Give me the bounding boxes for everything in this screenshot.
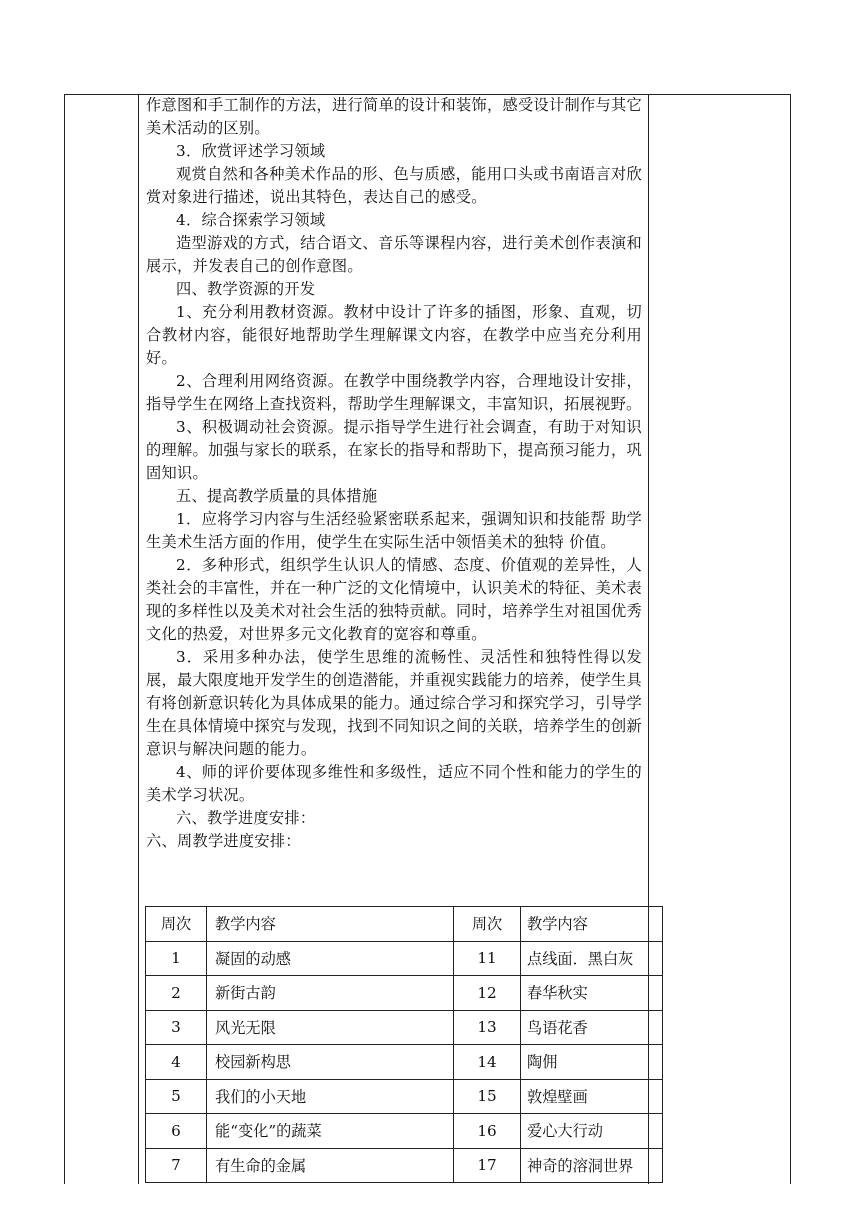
table-row [146, 1045, 663, 1080]
header-content-2: 教学内容 [521, 907, 663, 942]
table-row [146, 1010, 663, 1045]
table-row [146, 976, 663, 1011]
week-number: 1 [146, 941, 207, 976]
lesson-title: 春华秋实 [521, 976, 663, 1011]
weekly-schedule-table [145, 906, 663, 1183]
header-week: 周次 [146, 907, 207, 942]
paragraph: 1．应将学习内容与生活经验紧密联系起来，强调知识和技能帮 助学生美术生活方面的作用，使学生在实际生活中领悟美术的独特 价值。 [146, 510, 642, 551]
table-row [146, 1114, 663, 1149]
section-heading-quality: 五、提高教学质量的具体措施 [176, 487, 378, 505]
table-header-row [146, 907, 663, 942]
week-number: 17 [454, 1148, 521, 1183]
lesson-title: 陶佣 [521, 1045, 663, 1080]
section-heading-weekly-schedule: 六、周教学进度安排： [146, 832, 301, 850]
lesson-title: 敦煌壁画 [521, 1079, 663, 1114]
lesson-title: 校园新构思 [207, 1045, 454, 1080]
table-row [146, 1079, 663, 1114]
paragraph: 3．采用多种办法，使学生思维的流畅性、灵活性和独特性得以发展，最大限度地开发学生的创造潜能，并重视实践能力的培养，使学生具有将创新意识转化为具体成果的能力。通过综合学习和探究学习，引导学生在具体情境中探究与发现，找到不同知识之间的关联，培养学生的创新意识与解决问题的能力。 [146, 648, 642, 758]
header-content: 教学内容 [207, 907, 454, 942]
left-column-divider [138, 94, 139, 1184]
week-number: 12 [454, 976, 521, 1011]
lesson-title: 有生命的金属 [207, 1148, 454, 1183]
paragraph: 观赏自然和各种美术作品的形、色与质感，能用口头或书南语言对欣赏对象进行描述，说出其特色，表达自己的感受。 [146, 165, 642, 206]
lesson-title: 凝固的动感 [207, 941, 454, 976]
paragraph: 2、合理利用网络资源。在教学中围绕教学内容，合理地设计安排，指导学生在网络上查找资料，帮助学生理解课文，丰富知识，拓展视野。 [146, 372, 642, 413]
week-number: 14 [454, 1045, 521, 1080]
lesson-title: 鸟语花香 [521, 1010, 663, 1045]
week-number: 5 [146, 1079, 207, 1114]
table-row [146, 941, 663, 976]
week-number: 11 [454, 941, 521, 976]
week-number: 3 [146, 1010, 207, 1045]
week-number: 4 [146, 1045, 207, 1080]
paragraph: 4、师的评价要体现多维性和多级性，适应不同个性和能力的学生的美术学习状况。 [146, 763, 642, 804]
lesson-title: 爱心大行动 [521, 1114, 663, 1149]
lesson-title: 我们的小天地 [207, 1079, 454, 1114]
section-heading-schedule: 六、教学进度安排： [176, 809, 316, 827]
week-number: 6 [146, 1114, 207, 1149]
lesson-title: 能“变化”的蔬菜 [207, 1114, 454, 1149]
lesson-title: 新街古韵 [207, 976, 454, 1011]
week-number: 15 [454, 1079, 521, 1114]
week-number: 7 [146, 1148, 207, 1183]
paragraph: 3、积极调动社会资源。提示指导学生进行社会调查，有助于对知识的理解。加强与家长的联系，在家长的指导和帮助下，提高预习能力，巩固知识。 [146, 418, 642, 482]
plan-body-text [146, 94, 642, 853]
header-week-2: 周次 [454, 907, 521, 942]
lesson-title: 神奇的溶洞世界 [521, 1148, 663, 1183]
week-number: 13 [454, 1010, 521, 1045]
section-heading-appreciation: 3．欣赏评述学习领域 [176, 142, 326, 160]
paragraph: 作意图和手工制作的方法，进行简单的设计和装饰，感受设计制作与其它美术活动的区别。 [146, 96, 642, 137]
week-number: 2 [146, 976, 207, 1011]
lesson-title: 风光无限 [207, 1010, 454, 1045]
paragraph: 造型游戏的方式，结合语文、音乐等课程内容，进行美术创作表演和展示，并发表自己的创作意图。 [146, 234, 642, 275]
week-number: 16 [454, 1114, 521, 1149]
table-row [146, 1148, 663, 1183]
section-heading-exploration: 4．综合探索学习领域 [176, 211, 326, 229]
section-heading-resources: 四、教学资源的开发 [176, 280, 316, 298]
paragraph: 1、充分利用教材资源。教材中设计了许多的插图，形象、直观，切合教材内容，能很好地帮助学生理解课文内容，在教学中应当充分利用好。 [146, 303, 642, 367]
paragraph: 2．多种形式，组织学生认识人的情感、态度、价值观的差异性，人类社会的丰富性，并在一种广泛的文化情境中，认识美术的特征、美术表现的多样性以及美术对社会生活的独特贡献。同时，培养学生对祖国优秀文化的热爱，对世界多元文化教育的宽容和尊重。 [146, 556, 642, 643]
lesson-title: 点线面．黑白灰 [521, 941, 663, 976]
